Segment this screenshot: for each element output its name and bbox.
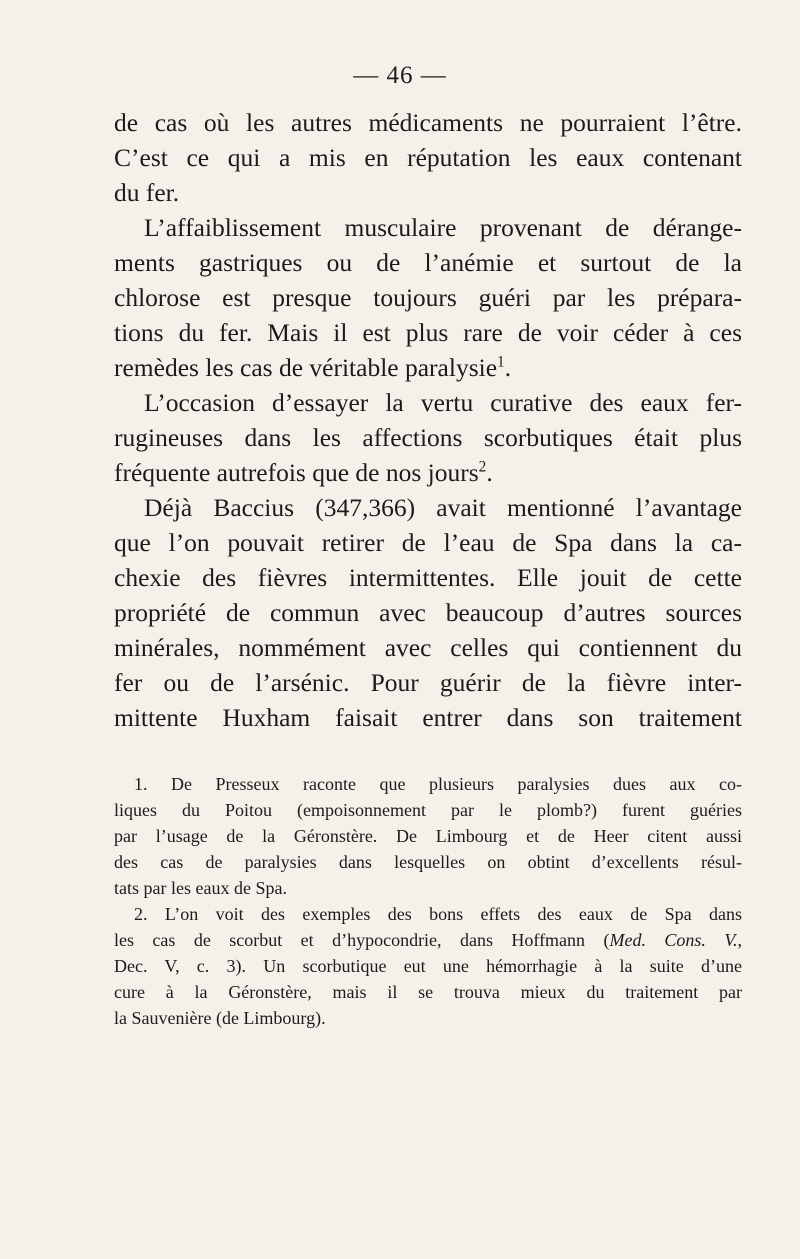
footnote-line: des cas de paralysies dans lesquelles on obtint d’excellents résul- [114, 852, 742, 872]
footnote-line-with-citation [114, 928, 742, 952]
footnote-line-text: les cas de scorbut et d’hypocondrie, dans Hoffmann ( [114, 930, 610, 950]
body-line: chexie des fièvres intermittentes. Elle jouit de cette [114, 563, 742, 592]
footnote-line: la Sauvenière (de Limbourg). [114, 1008, 326, 1028]
footnote-line: 1. De Presseux raconte que plusieurs paralysies dues aux co- [134, 774, 742, 794]
footnote-line: par l’usage de la Géronstère. De Limbourg et de Heer citent aussi [114, 826, 742, 846]
body-line: ments gastriques ou de l’anémie et surtout de la [114, 248, 742, 277]
body-line: L’affaiblissement musculaire provenant de dérange- [144, 213, 742, 242]
body-line: que l’on pouvait retirer de l’eau de Spa dans la ca- [114, 528, 742, 557]
footnote-marker: 2 [478, 458, 487, 476]
footnote-line: Dec. V, c. 3). Un scorbutique eut une hémorrhagie à la suite d’une [114, 956, 742, 976]
body-line: de cas où les autres médicaments ne pourraient l’être. [114, 108, 742, 137]
body-line: tions du fer. Mais il est plus rare de voir céder à ces [114, 318, 742, 347]
body-line: fer ou de l’arsénic. Pour guérir de la fièvre inter- [114, 668, 742, 697]
body-line: L’occasion d’essayer la vertu curative des eaux fer- [144, 388, 742, 417]
footnote-line: liques du Poitou (empoisonnement par le plomb?) furent guéries [114, 800, 742, 820]
body-line: du fer. [114, 178, 180, 207]
body-line: C’est ce qui a mis en réputation les eaux contenant [114, 143, 742, 172]
footnote-line: 2. L’on voit des exemples des bons effets des eaux de Spa dans [134, 904, 742, 924]
footnote-marker: 1 [497, 353, 505, 371]
body-line: minérales, nommément avec celles qui contiennent du [114, 633, 742, 662]
footnote-line: cure à la Géronstère, mais il se trouva mieux du traitement par [114, 982, 742, 1002]
body-line-text: remèdes les cas de véritable paralysie [114, 353, 498, 382]
citation-after: , [737, 930, 742, 950]
body-line: mittente Huxham faisait entrer dans son traitement [114, 703, 742, 732]
body-line: propriété de commun avec beaucoup d’autres sources [114, 598, 742, 627]
body-line: rugineuses dans les affections scorbutiques était plus [114, 423, 742, 452]
footnote-line: tats par les eaux de Spa. [114, 878, 287, 898]
body-line: Déjà Baccius (347,366) avait mentionné l’avantage [144, 493, 742, 522]
footnote-marker-punct: . [504, 353, 512, 382]
page-number: — 46 — [353, 62, 447, 89]
citation-italic: Med. Cons. V. [609, 930, 738, 950]
body-line-text: fréquente autrefois que de nos jours [114, 458, 479, 487]
body-line-with-footnote [114, 458, 742, 488]
body-line: chlorose est presque toujours guéri par les prépara- [114, 283, 742, 312]
body-line-with-footnote [114, 353, 742, 383]
footnote-marker-punct: . [486, 458, 493, 487]
